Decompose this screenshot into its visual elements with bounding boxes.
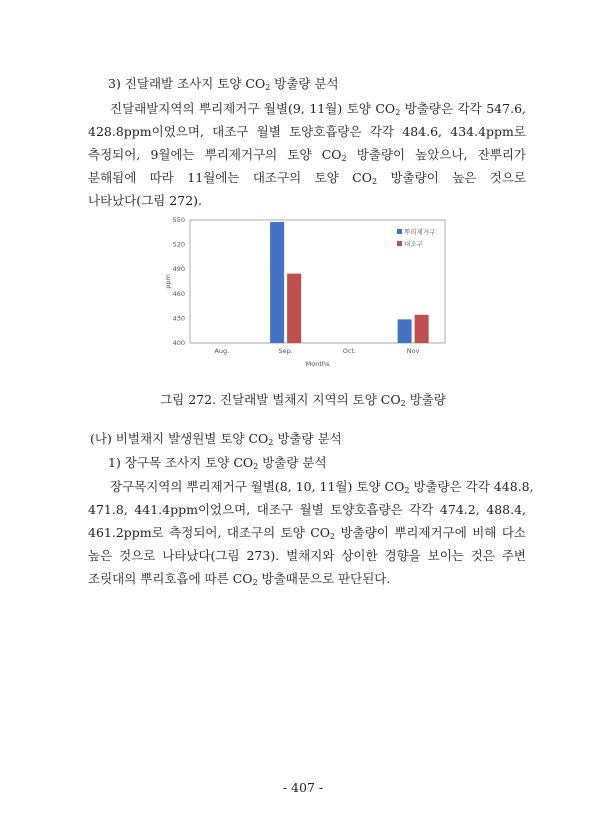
section-heading-non-logged: (나) 비벌채지 발생원별 토양 $CO_2$ 방출량 분석 bbox=[90, 431, 342, 447]
bar-sep-series0 bbox=[270, 222, 284, 343]
bar-nov-series0 bbox=[398, 319, 412, 343]
x-tick-label: Aug. bbox=[214, 347, 230, 355]
paragraph-line: 진달래발지역의 뿌리제거구 월별(9, 11월) 토양 $CO_2$ 방출량은 각각 547.6, bbox=[110, 101, 526, 117]
paragraph-line: 장구목지역의 뿌리제거구 월별(8, 10, 11월) 토양 $CO_2$ 방출량은 각각 448.8, bbox=[110, 479, 534, 495]
figure-caption: 그림 272. 진달래발 벌채지 지역의 토양 $CO_2$ 방출량 bbox=[160, 392, 446, 408]
subsection-heading-janggumok: 1) 장구목 조사지 토양 $CO_2$ 방출량 분석 bbox=[108, 455, 327, 471]
paragraph-line: 471.8, 441.4ppm이었으며, 대조구 월별 토양호흡량은 각각 474.2, 488.4, bbox=[88, 502, 526, 517]
subscript: 2 bbox=[404, 486, 410, 495]
page-number: - 407 - bbox=[282, 780, 324, 795]
x-axis-label: Months bbox=[305, 360, 330, 368]
y-axis-label: ppm bbox=[164, 274, 172, 289]
y-tick-label: 520 bbox=[172, 240, 185, 249]
y-tick-label: 550 bbox=[172, 216, 185, 224]
legend-label: 대조구 bbox=[404, 240, 423, 248]
subscript: 2 bbox=[330, 532, 336, 541]
subscript: 2 bbox=[265, 83, 271, 92]
x-tick-label: Sep. bbox=[278, 347, 293, 355]
subscript: 2 bbox=[400, 399, 406, 408]
bar-sep-series1 bbox=[287, 274, 301, 343]
paragraph-line: 분해됨에 따라 11월에는 대조구의 토양 $CO_2$ 방출량이 높은 것으로 bbox=[88, 170, 526, 186]
legend-swatch bbox=[397, 241, 402, 246]
subscript: 2 bbox=[341, 154, 347, 163]
paragraph-line: 조릿대의 뿌리호흡에 따른 $CO_2$ 방출때문으로 판단된다. bbox=[88, 571, 391, 587]
co2-bar-chart bbox=[160, 210, 460, 375]
x-tick-label: Oct. bbox=[342, 347, 357, 355]
paragraph-line: 461.2ppm로 측정되어, 대조구의 토양 $CO_2$ 방출량이 뿌리제거구에 비해 다소 bbox=[88, 525, 526, 541]
subscript: 2 bbox=[268, 438, 274, 447]
legend-swatch bbox=[397, 229, 402, 234]
y-tick-label: 460 bbox=[172, 289, 185, 298]
paragraph-line: 측정되어, 9월에는 뿌리제거구의 토양 $CO_2$ 방출량이 높았으나, 잔뿌리가 bbox=[88, 147, 526, 163]
subscript: 2 bbox=[253, 462, 259, 471]
legend-label: 뿌리제거구 bbox=[404, 228, 436, 236]
x-tick-label: Nov bbox=[406, 347, 420, 355]
subscript: 2 bbox=[395, 108, 401, 117]
paragraph-line: 높은 것으로 나타났다(그림 273). 벌채지와 상이한 경향을 보이는 것은 주변 bbox=[88, 548, 526, 563]
y-tick-label: 400 bbox=[172, 339, 185, 347]
y-tick-label: 490 bbox=[172, 265, 185, 274]
paragraph-line: 428.8ppm이었으며, 대조구 월별 토양호흡량은 각각 484.6, 434.4ppm로 bbox=[88, 124, 526, 139]
y-tick-label: 430 bbox=[172, 314, 185, 323]
bar-nov-series1 bbox=[415, 315, 429, 343]
section-heading-azalea: 3) 진달래발 조사지 토양 $CO_2$ 방출량 분석 bbox=[108, 76, 339, 92]
subscript: 2 bbox=[252, 578, 258, 587]
paragraph-line: 나타났다(그림 272). bbox=[88, 193, 203, 208]
subscript: 2 bbox=[371, 177, 378, 186]
